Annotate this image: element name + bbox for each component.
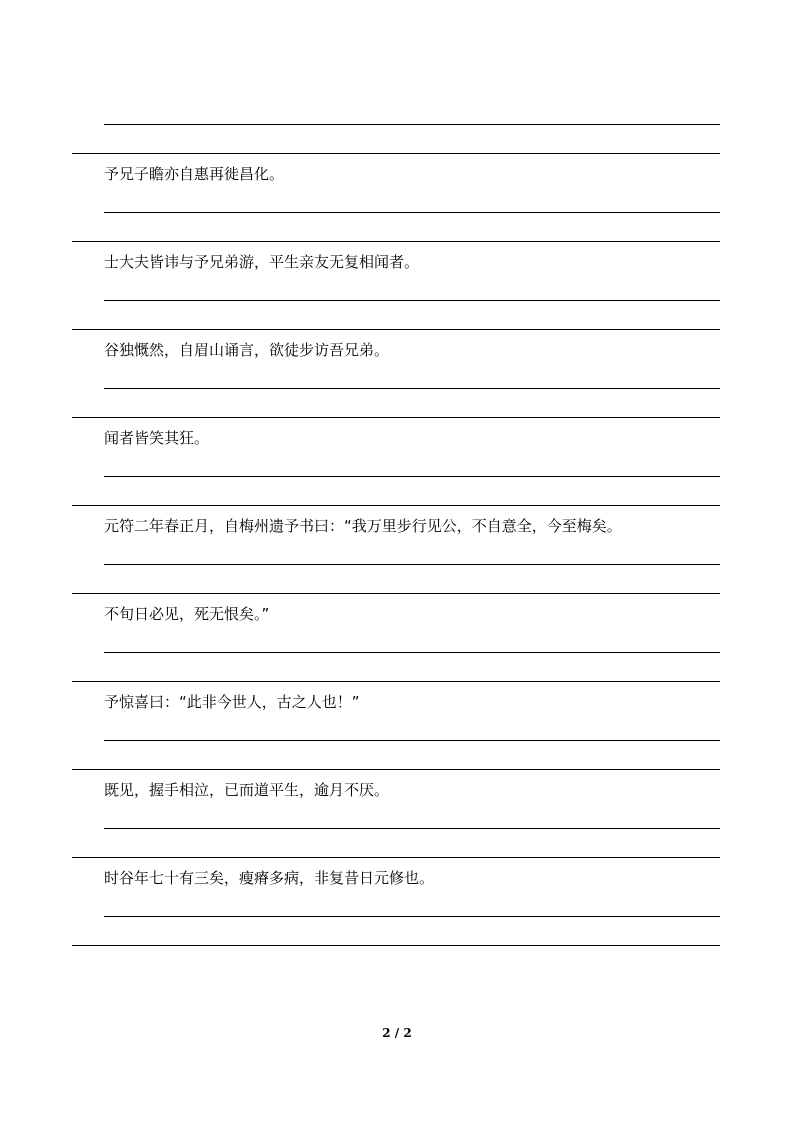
- section-divider: [72, 857, 720, 858]
- answer-line: [104, 124, 720, 125]
- section-divider: [72, 681, 720, 682]
- sentence-6: 不旬日必见，死无恨矣。”: [104, 605, 270, 623]
- section-divider: [72, 945, 720, 946]
- sentence-8: 既见，握手相泣，已而道平生，逾月不厌。: [104, 781, 390, 799]
- sentence-2: 士大夫皆讳与予兄弟游，平生亲友无复相闻者。: [104, 253, 420, 271]
- answer-line: [104, 212, 720, 213]
- page-number: 2 / 2: [382, 1026, 412, 1040]
- answer-line: [104, 652, 720, 653]
- answer-line: [104, 740, 720, 741]
- sentence-9: 时谷年七十有三矣，瘦瘠多病，非复昔日元修也。: [104, 869, 435, 887]
- answer-line: [104, 476, 720, 477]
- sentence-4: 闻者皆笑其狂。: [104, 429, 210, 447]
- section-divider: [72, 593, 720, 594]
- section-divider: [72, 241, 720, 242]
- answer-line: [104, 564, 720, 565]
- section-divider: [72, 769, 720, 770]
- sentence-3: 谷独慨然，自眉山诵言，欲徒步访吾兄弟。: [104, 341, 390, 359]
- section-divider: [72, 417, 720, 418]
- sentence-5: 元符二年春正月，自梅州遗予书曰：“我万里步行见公，不自意全，今至梅矣。: [104, 517, 622, 535]
- section-divider: [72, 329, 720, 330]
- answer-line: [104, 300, 720, 301]
- sentence-7: 予惊喜曰：“此非今世人，古之人也！”: [104, 693, 360, 711]
- section-divider: [72, 505, 720, 506]
- answer-line: [104, 828, 720, 829]
- section-divider: [72, 153, 720, 154]
- answer-line: [104, 388, 720, 389]
- answer-line: [104, 916, 720, 917]
- sentence-1: 予兄子瞻亦自惠再徙昌化。: [104, 165, 285, 183]
